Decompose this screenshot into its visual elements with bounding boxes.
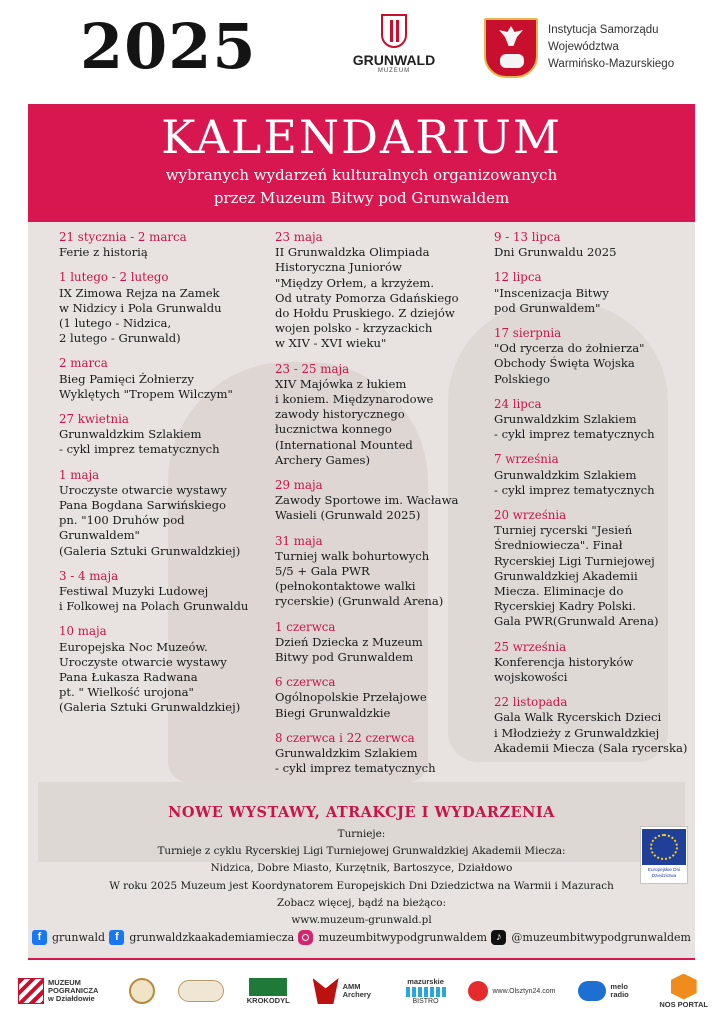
- shield-icon: [381, 14, 407, 48]
- sponsor-badge: [129, 978, 155, 1004]
- event-item: [275, 675, 493, 721]
- event-item: [494, 397, 694, 443]
- event-date: 3 - 4 maja: [59, 568, 119, 583]
- event-date: 24 lipca: [494, 396, 542, 411]
- sponsor-melo: melo radio: [578, 981, 636, 1001]
- institution-text: Instytucja Samorządu Województwa Warmińsko-Mazurskiego: [548, 24, 675, 70]
- olsztyn-logo-icon: [468, 981, 488, 1001]
- year-heading: 2025: [80, 10, 257, 83]
- event-date: 8 czerwca i 22 czerwca: [275, 730, 415, 745]
- event-desc: Ogólnopolskie Przełajowe Biegi Grunwaldzkie: [275, 690, 427, 720]
- info-line: Nidzica, Dobre Miasto, Kurzętnik, Bartoszyce, Działdowo: [210, 862, 513, 875]
- sponsor-olsztyn: www.Olsztyn24.com: [468, 981, 555, 1001]
- event-item: [59, 270, 274, 346]
- social-link-instagram[interactable]: [298, 930, 487, 945]
- event-date: 25 września: [494, 639, 567, 654]
- event-date: 1 czerwca: [275, 619, 336, 634]
- event-desc: Turniej rycerski "Jesień Średniowiecza". Finał Rycerskiej Ligi Turniejowej Grunwaldzkiej Akademii Miecza. Eliminacje do Rycerskiej Kadry Polski. Gala PWR(Grunwald Arena): [494, 523, 659, 629]
- event-date: 22 listopada: [494, 695, 568, 710]
- title-banner: [28, 104, 695, 222]
- event-item: [275, 620, 493, 666]
- event-item: [59, 624, 274, 715]
- nos-logo-icon: [671, 974, 697, 1000]
- oval-logo-icon: [178, 980, 224, 1002]
- event-desc: IX Zimowa Rejza na Zamek w Nidzicy i Pola Grunwaldu (1 lutego - Nidzica, 2 lutego - Grunwald): [59, 285, 222, 346]
- event-item: [59, 356, 274, 402]
- waves-icon: [406, 987, 446, 997]
- event-desc: "Od rycerza do żołnierza" Obchody Święta Wojska Polskiego: [494, 341, 645, 386]
- event-item: [494, 230, 694, 260]
- social-label: grunwald: [52, 930, 106, 944]
- sponsor-krokodyl: KROKODYL: [247, 978, 290, 1005]
- eu-flag-icon: [642, 829, 686, 865]
- divider: [28, 958, 695, 960]
- event-item: [494, 452, 694, 498]
- sponsor-pogranicza: MUZEUM POGRANICZA w Działdowie: [18, 978, 106, 1004]
- event-item: [275, 362, 493, 468]
- event-date: 23 maja: [275, 230, 323, 244]
- social-label: grunwaldzkaakademiamiecza: [129, 930, 295, 944]
- event-desc: Zawody Sportowe im. Wacława Wasieli (Grunwald 2025): [275, 493, 459, 523]
- events-column-3: [494, 230, 694, 766]
- event-item: [494, 270, 694, 316]
- event-desc: Grunwaldzkim Szlakiem - cykl imprez tematycznych: [59, 427, 220, 457]
- social-label: @muzeumbitwypodgrunwaldem: [511, 930, 691, 944]
- round-badge-icon: [129, 978, 155, 1004]
- event-item: [59, 230, 274, 260]
- event-item: [59, 412, 274, 458]
- event-date: 29 maja: [275, 478, 323, 493]
- event-item: [494, 508, 694, 630]
- events-column-1: [59, 230, 274, 726]
- event-desc: Europejska Noc Muzeów. Uroczyste otwarcie wystawy Pana Łukasza Radwana pt. " Wielkość urojona" (Galeria Sztuki Grunwaldzkiej): [59, 639, 241, 715]
- event-item: [59, 569, 274, 615]
- event-desc: Gala Walk Rycerskich Dzieci i Młodzieży z Grunwaldzkiej Akademii Miecza (Sala rycerska): [494, 710, 688, 755]
- event-desc: Grunwaldzkim Szlakiem - cykl imprez tematycznych: [275, 746, 436, 776]
- social-label: muzeumbitwypodgrunwaldem: [318, 930, 488, 944]
- event-date: 10 maja: [59, 624, 107, 639]
- sponsor-nos: NOS PORTAL: [659, 974, 708, 1009]
- event-desc: XIV Majówka z łukiem i koniem. Międzynarodowe zawody historycznego łucznictwa konnego (International Mounted Archery Games): [275, 376, 434, 467]
- event-desc: Bieg Pamięci Żołnierzy Wyklętych "Tropem Wilczym": [59, 371, 233, 401]
- sponsors-row: [18, 966, 708, 1016]
- event-date: 1 lutego - 2 lutego: [59, 270, 169, 285]
- event-item: [494, 695, 694, 756]
- amm-logo-icon: [313, 978, 339, 1004]
- event-date: 31 maja: [275, 533, 323, 548]
- event-date: 17 sierpnia: [494, 326, 562, 341]
- melo-logo-icon: [578, 981, 606, 1001]
- facebook-icon: f: [32, 930, 47, 945]
- sponsor-oval: [178, 980, 224, 1002]
- tiktok-icon: ♪: [491, 930, 506, 945]
- museum-name: GRUNWALD: [352, 52, 436, 68]
- event-date: 9 - 13 lipca: [494, 230, 561, 244]
- facebook-icon: f: [109, 930, 124, 945]
- event-date: 2 marca: [59, 356, 108, 371]
- heritage-days-label: Europejskie Dni Dziedzictwa: [647, 867, 681, 878]
- coat-of-arms-icon: [484, 18, 538, 78]
- event-date: 27 kwietnia: [59, 412, 129, 427]
- info-line: Turnieje:: [337, 828, 386, 840]
- event-item: [275, 534, 493, 610]
- event-date: 20 września: [494, 508, 567, 523]
- event-desc: Grunwaldzkim Szlakiem - cykl imprez tematycznych: [494, 467, 655, 497]
- event-desc: Festiwal Muzyki Ludowej i Folkowej na Polach Grunwaldu: [59, 584, 249, 614]
- event-desc: Uroczyste otwarcie wystawy Pana Bogdana Sarwińskiego pn. "100 Druhów pod Grunwaldem" (Galeria Sztuki Grunwaldzkiej): [59, 482, 241, 558]
- event-desc: Dni Grunwaldu 2025: [494, 245, 617, 260]
- info-line: Turnieje z cyklu Rycerskiej Ligi Turniejowej Grunwaldzkiej Akademii Miecza:: [157, 845, 566, 858]
- event-date: 1 maja: [59, 467, 100, 482]
- krokodyl-logo-icon: [249, 978, 287, 996]
- event-date: 7 września: [494, 452, 559, 467]
- event-date: 12 lipca: [494, 270, 542, 285]
- heritage-days-logo: [640, 826, 688, 884]
- instagram-icon: [298, 930, 313, 945]
- events-panel: [28, 222, 695, 960]
- event-desc: Grunwaldzkim Szlakiem - cykl imprez tematycznych: [494, 412, 655, 442]
- event-date: 23 - 25 maja: [275, 361, 350, 376]
- event-item: [59, 468, 274, 559]
- subtitle-line-2: przez Muzeum Bitwy pod Grunwaldem: [213, 189, 510, 207]
- social-link-facebook-akademia[interactable]: [109, 930, 294, 945]
- page-title: KALENDARIUM: [161, 110, 562, 164]
- event-desc: Ferie z historią: [59, 245, 148, 260]
- info-line: Zobacz więcej, bądź na bieżąco:: [277, 896, 446, 909]
- info-block: [28, 826, 695, 929]
- info-line: W roku 2025 Muzeum jest Koordynatorem Europejskich Dni Dziedzictwa na Warmii i Mazurach: [109, 879, 614, 892]
- museum-logo: [346, 14, 442, 74]
- sponsor-amm: AMM Archery: [313, 978, 383, 1004]
- section-heading: NOWE WYSTAWY, ATRAKCJE I WYDARZENIA: [168, 804, 555, 821]
- event-desc: Dzień Dziecka z Muzeum Bitwy pod Grunwaldem: [275, 634, 423, 665]
- website-link[interactable]: www.muzeum-grunwald.pl: [291, 914, 432, 927]
- event-date: 6 czerwca: [275, 675, 336, 690]
- event-date: 21 stycznia - 2 marca: [59, 230, 187, 244]
- subtitle-line-1: wybranych wydarzeń kulturalnych organizowanych: [165, 166, 558, 184]
- museum-sub: MUZEUM: [377, 68, 411, 74]
- sponsor-mazurskie: mazurskie BISTRO: [407, 976, 444, 1005]
- event-item: [275, 230, 493, 352]
- event-desc: II Grunwaldzka Olimpiada Historyczna Juniorów "Między Orłem, a krzyżem. Od utraty Pomorza Gdańskiego do Hołdu Pruskiego. Z dziejów wojen polsko - krzyzackich w XIV - XVI wieku": [275, 245, 459, 351]
- pogranicza-logo-icon: [18, 978, 44, 1004]
- event-item: [494, 326, 694, 387]
- event-desc: "Inscenizacja Bitwy pod Grunwaldem": [494, 285, 609, 315]
- social-link-tiktok[interactable]: [491, 930, 691, 945]
- event-item: [275, 731, 493, 777]
- social-link-facebook-grunwald[interactable]: [32, 930, 105, 945]
- social-bar: [28, 923, 695, 951]
- event-item: [494, 640, 694, 686]
- event-item: [275, 478, 493, 524]
- event-desc: Konferencja historyków wojskowości: [494, 654, 634, 685]
- event-desc: Turniej walk bohurtowych 5/5 + Gala PWR (pełnokontaktowe walki rycerskie) (Grunwald Arena): [275, 548, 444, 609]
- events-column-2: [275, 230, 493, 787]
